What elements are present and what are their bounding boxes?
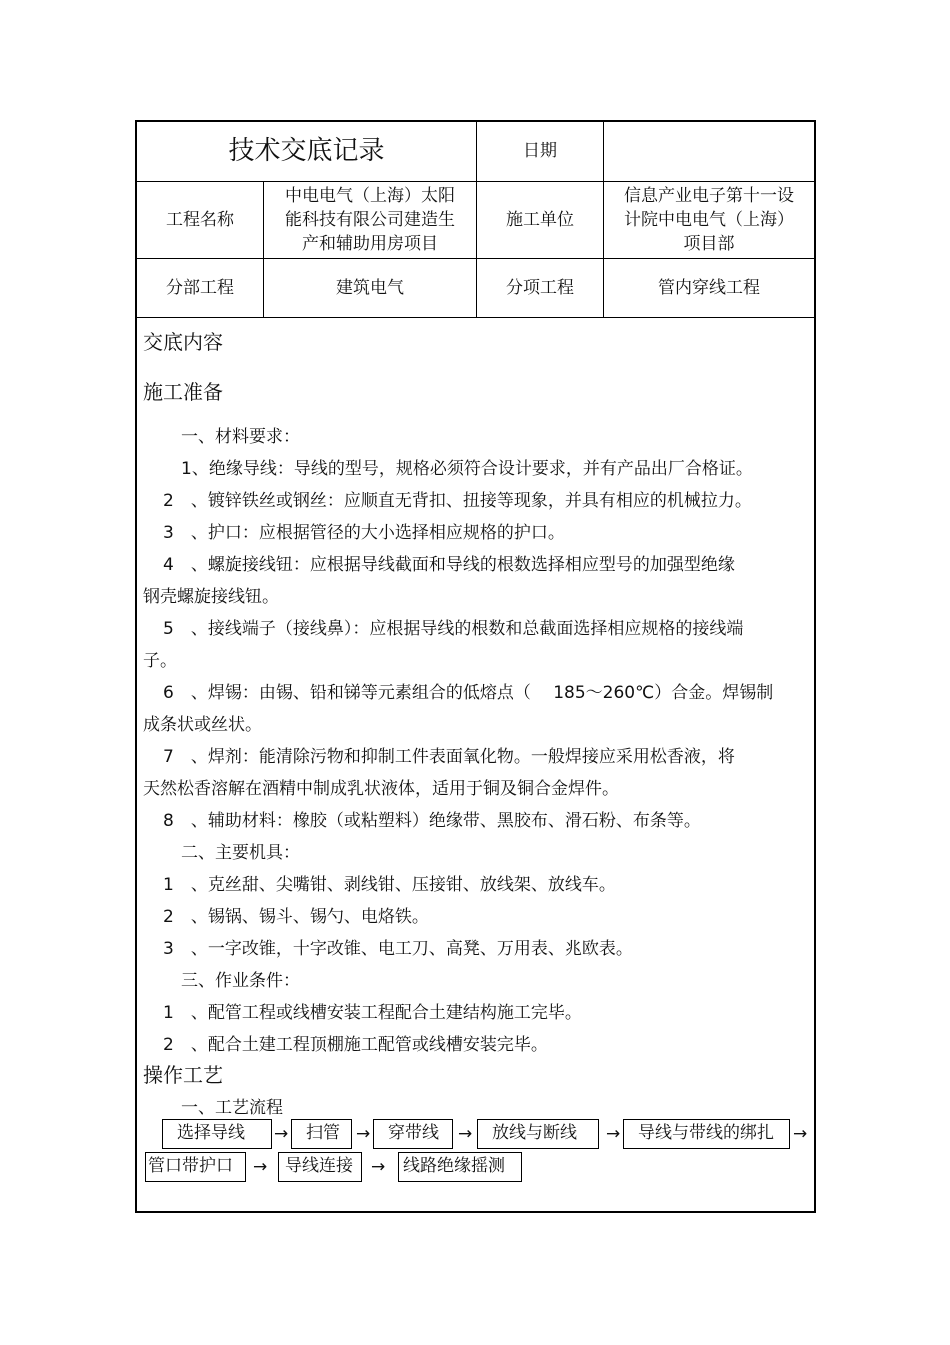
list-item: 2 、锡锅、锡斗、锡勺、电烙铁。 <box>163 907 429 927</box>
conditions-heading: 三、作业条件： <box>181 971 300 991</box>
page-title: 技术交底记录 <box>228 136 385 166</box>
project-name-line: 产和辅助用房项目 <box>302 234 438 254</box>
list-item: 4 、螺旋接线钮：应根据导线截面和导线的根数选择相应型号的加强型绝缘 <box>163 555 735 575</box>
flow-step: 穿带线 <box>373 1119 453 1149</box>
flow-step: 放线与断线 <box>477 1119 599 1149</box>
contractor-line: 信息产业电子第十一设 <box>624 186 794 206</box>
project-name-label: 工程名称 <box>166 210 234 230</box>
contractor-label: 施工单位 <box>506 210 574 230</box>
arrow-right-icon: → <box>458 1124 473 1144</box>
flow-step: 选择导线 <box>162 1119 272 1149</box>
section-label: 交底内容 <box>143 330 223 354</box>
process-heading: 操作工艺 <box>143 1063 223 1087</box>
contractor-line: 项目部 <box>683 234 735 254</box>
arrow-right-icon: → <box>274 1124 289 1144</box>
project-name-line: 能科技有限公司建造生 <box>285 210 455 230</box>
arrow-right-icon: → <box>606 1124 621 1144</box>
tools-heading: 二、主要机具： <box>181 843 300 863</box>
project-name-line: 中电电气（上海）太阳 <box>285 186 455 206</box>
flow-step: 扫管 <box>291 1119 352 1149</box>
contractor-value <box>604 182 814 258</box>
list-item-continued: 子。 <box>143 651 177 671</box>
arrow-right-icon: → <box>253 1157 268 1177</box>
prep-heading: 施工准备 <box>143 380 223 404</box>
list-item-continued: 成条状或丝状。 <box>143 715 262 735</box>
division-label: 分部工程 <box>166 278 234 298</box>
arrow-right-icon: → <box>356 1124 371 1144</box>
list-item: 6 、焊锡：由锡、铅和锑等元素组合的低熔点（ 185～260℃）合金。焊锡制 <box>163 683 774 703</box>
flow-step: 线路绝缘摇测 <box>398 1152 522 1182</box>
list-item: 1、绝缘导线：导线的型号，规格必须符合设计要求，并有产品出厂合格证。 <box>181 459 753 479</box>
subitem-value: 管内穿线工程 <box>658 278 760 298</box>
subitem-label: 分项工程 <box>506 278 574 298</box>
list-item: 1 、配管工程或线槽安装工程配合土建结构施工完毕。 <box>163 1003 582 1023</box>
flow-step: 导线与带线的绑扎 <box>623 1119 790 1149</box>
arrow-right-icon: → <box>371 1157 386 1177</box>
flow-step: 管口带护口 <box>145 1152 246 1182</box>
list-item: 8 、辅助材料：橡胶（或粘塑料）绝缘带、黑胶布、滑石粉、布条等。 <box>163 811 701 831</box>
contractor-line: 计院中电电气（上海） <box>624 210 794 230</box>
list-item: 2 、镀锌铁丝或钢丝：应顺直无背扣、扭接等现象，并具有相应的机械拉力。 <box>163 491 752 511</box>
arrow-right-icon: → <box>793 1124 808 1144</box>
list-item: 3 、一字改锥，十字改锥、电工刀、高凳、万用表、兆欧表。 <box>163 939 633 959</box>
division-value: 建筑电气 <box>336 278 404 298</box>
flow-step: 导线连接 <box>278 1152 362 1182</box>
list-item: 7 、焊剂：能清除污物和抑制工件表面氧化物。一般焊接应采用松香液，将 <box>163 747 735 767</box>
list-item: 1 、克丝甜、尖嘴钳、剥线钳、压接钳、放线架、放线车。 <box>163 875 616 895</box>
list-item: 2 、配合土建工程顶棚施工配管或线槽安装完毕。 <box>163 1035 548 1055</box>
date-label: 日期 <box>523 141 557 161</box>
list-item: 3 、护口：应根据管径的大小选择相应规格的护口。 <box>163 523 565 543</box>
project-name-value <box>264 182 476 258</box>
list-item: 5 、接线端子（接线鼻）：应根据导线的根数和总截面选择相应规格的接线端 <box>163 619 744 639</box>
date-value <box>604 121 814 181</box>
list-item-continued: 天然松香溶解在酒精中制成乳状液体，适用于铜及铜合金焊件。 <box>143 779 619 799</box>
flow-heading: 一、工艺流程 <box>181 1098 283 1118</box>
materials-heading: 一、材料要求： <box>181 427 300 447</box>
list-item-continued: 钢壳螺旋接线钮。 <box>143 587 279 607</box>
